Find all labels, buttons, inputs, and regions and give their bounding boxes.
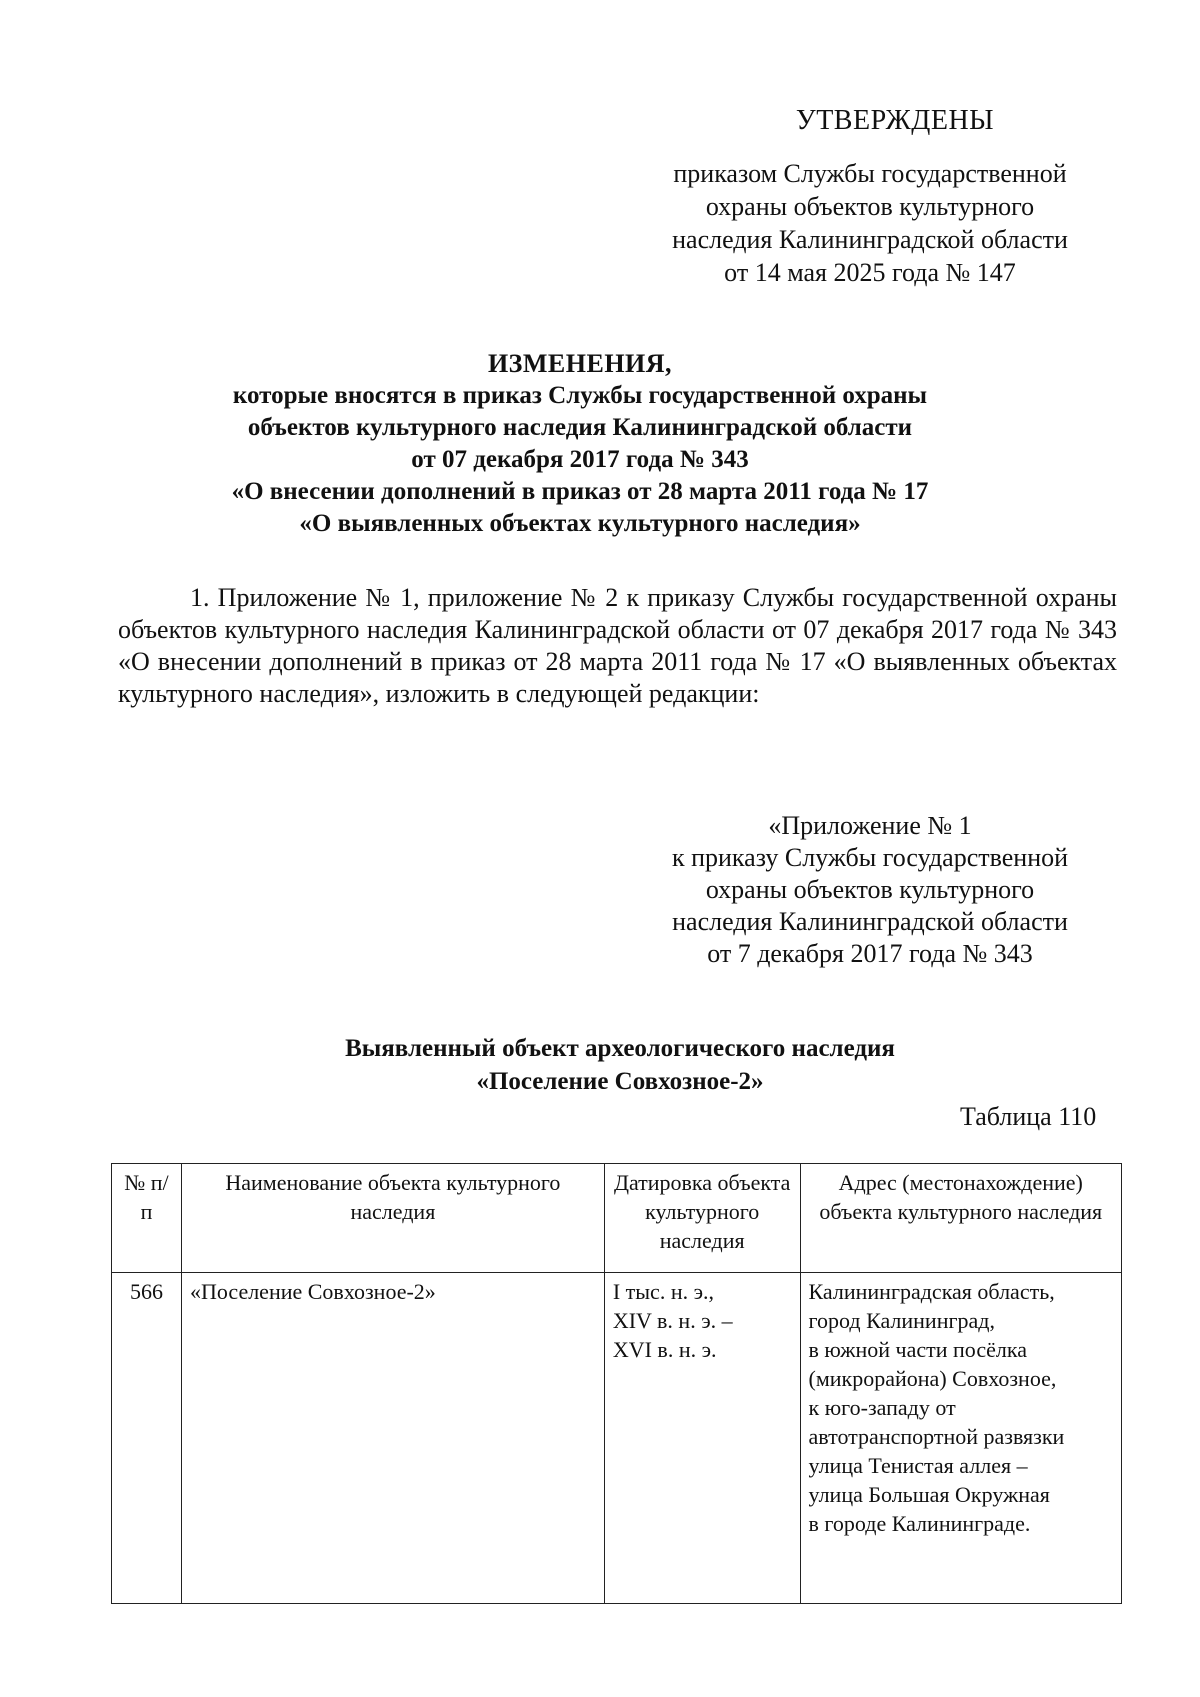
dating-line: I тыс. н. э., [612,1279,715,1304]
title-line: которые вносятся в приказ Службы государственной охраны [232,382,928,409]
dating-line: XIV в. н. э. – [612,1308,733,1333]
appendix-line: охраны объектов культурного [705,875,1035,904]
approval-block [640,104,1100,289]
header-address: Адрес (местонахождение) объекта культурного наследия [800,1164,1121,1273]
address-line: к юго-западу от [808,1395,956,1420]
object-title-line: Выявленный объект археологического наследия [345,1035,895,1062]
approval-line: наследия Калининградской области [672,225,1068,254]
table-header-row [112,1164,1122,1273]
address-line: автотранспортной развязки [808,1424,1065,1449]
address-line: в городе Калининграде. [808,1511,1031,1536]
cell-dating [604,1273,800,1604]
object-title-line: «Поселение Совхозное-2» [476,1068,764,1095]
document-title [150,348,1010,540]
table-row [112,1273,1122,1604]
title-line: от 07 декабря 2017 года № 343 [411,446,749,473]
approval-line: охраны объектов культурного [705,192,1035,221]
appendix-block [640,810,1100,970]
dating-line: XVI в. н. э. [612,1337,717,1362]
title-line: «О выявленных объектах культурного наследия» [299,510,861,537]
title-heading: ИЗМЕНЕНИЯ, [487,349,673,378]
title-line: «О внесении дополнений в приказ от 28 марта 2011 года № 17 [231,478,929,505]
address-line: в южной части посёлка [808,1337,1027,1362]
address-line: улица Тенистая аллея – [808,1453,1028,1478]
table-label: Таблица 110 [960,1102,1097,1131]
appendix-line: к приказу Службы государственной [671,843,1069,872]
appendix-line: наследия Калининградской области [672,907,1068,936]
title-line: объектов культурного наследия Калининградской области [247,414,913,441]
address-line: город Калининград, [808,1308,995,1333]
appendix-line: «Приложение № 1 [768,811,972,840]
approval-line: от 14 мая 2025 года № 147 [724,258,1016,287]
appendix-line: от 7 декабря 2017 года № 343 [707,939,1033,968]
header-number: № п/п [112,1164,182,1273]
cell-number: 566 [112,1273,182,1604]
approval-stamp: УТВЕРЖДЕНЫ [795,105,995,136]
body-paragraph: 1. Приложение № 1, приложение № 2 к приказу Службы государственной охраны объектов культурного наследия Калининградской области от 07 декабря 2017 года № 343 «О внесении дополнений в приказ от 28 марта 2011 года № 17 «О выявленных объектах культурного наследия», изложить в следующей редакции: [118,583,1117,708]
cell-address [800,1273,1121,1604]
header-dating: Датировка объекта культурного наследия [604,1164,800,1273]
address-line: Калининградская область, [808,1279,1055,1304]
address-line: улица Большая Окружная [808,1482,1050,1507]
approval-line: приказом Службы государственной [673,159,1067,188]
address-line: (микрорайона) Совхозное, [808,1366,1057,1391]
header-name: Наименование объекта культурного наследия [181,1164,604,1273]
object-title [200,1032,1040,1098]
heritage-table [111,1163,1122,1604]
cell-name: «Поселение Совхозное-2» [181,1273,604,1604]
